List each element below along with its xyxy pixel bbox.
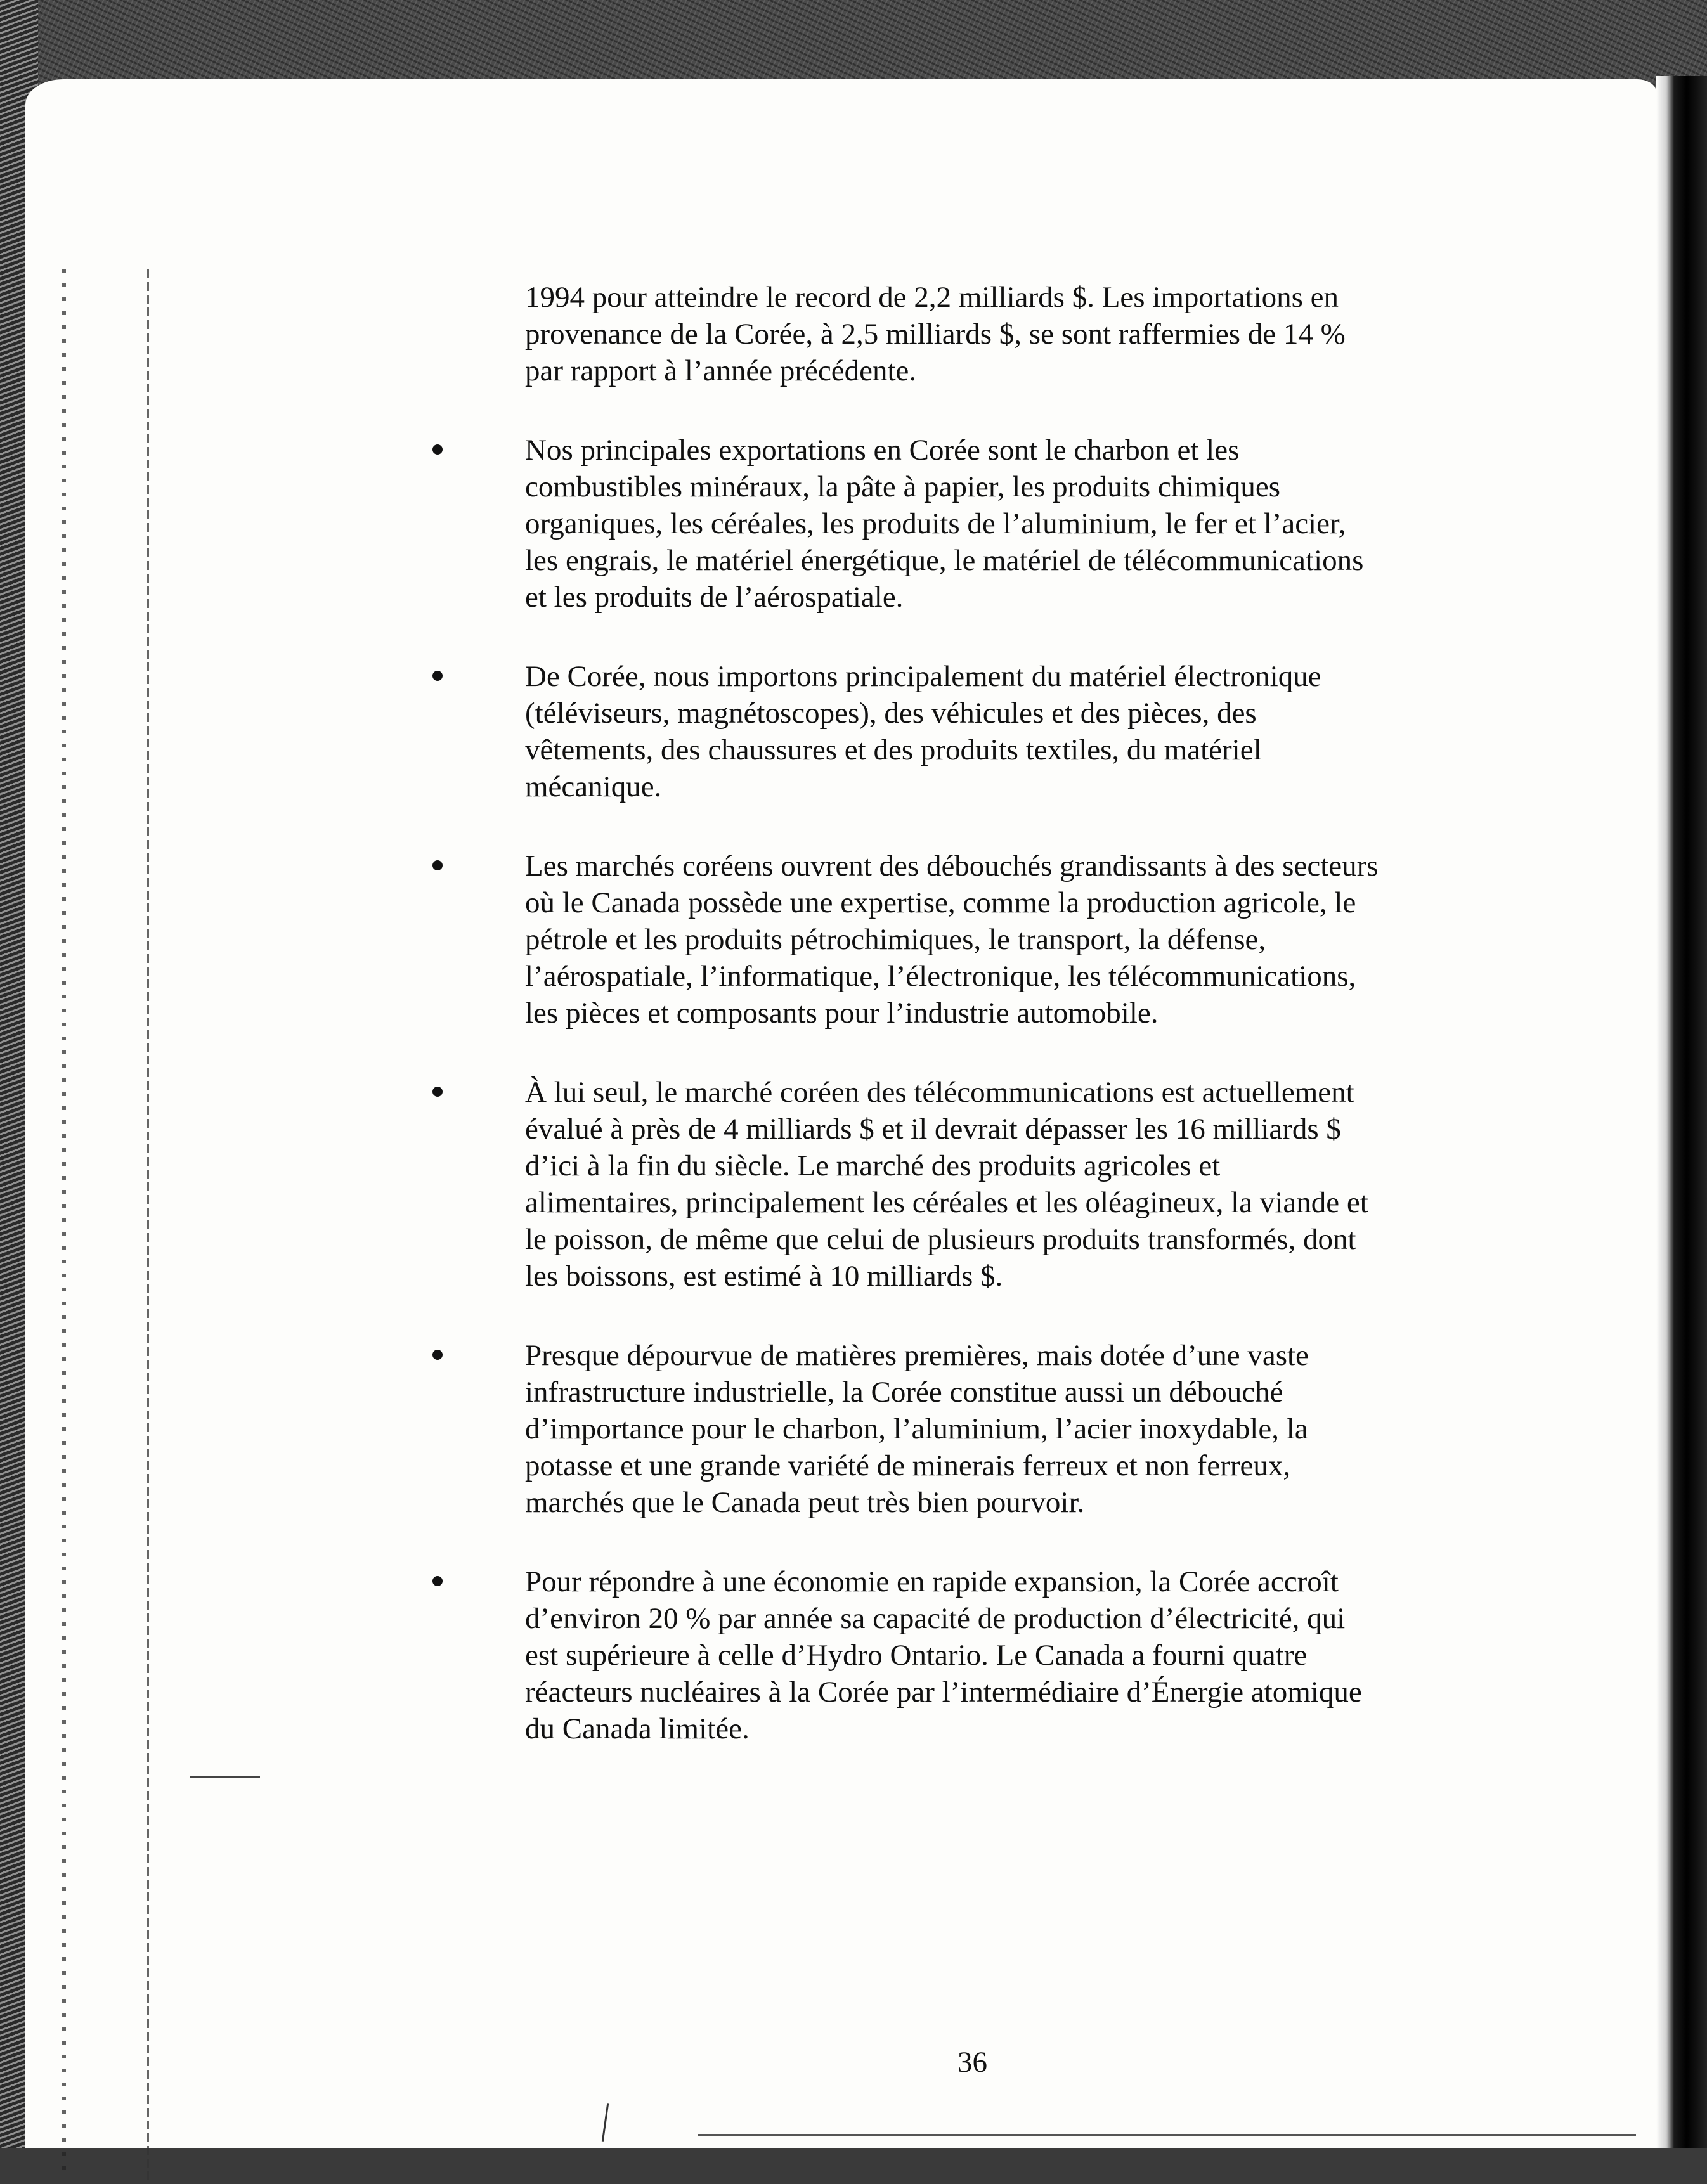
document-body [525, 279, 1495, 1790]
margin-dot-column [62, 269, 66, 2171]
bullet-dot-icon [432, 1087, 443, 1097]
bullet-text: Nos principales exportations en Corée sont le charbon et les combustibles minéraux, la pâte à papier, les produits chimiques organiques, les céréales, les produits de l’aluminium, le fer et l’acier, les engrais, le matériel énergétique, le matériel de télécommunications et les produits de l’aérospatiale. [525, 434, 1364, 614]
bullet-dot-icon [432, 1350, 443, 1360]
bullet-text: À lui seul, le marché coréen des télécommunications est actuellement évalué à près de 4 milliards $ et il devrait dépasser les 16 milliards $ d’ici à la fin du siècle. Le marché des produits agricoles et alimentaires, principalement les céréales et les oléagineux, la viande et le poisson, de même que celui de plusieurs produits transformés, dont les boissons, est estimé à 10 milliards $. [525, 1076, 1368, 1293]
bullet-text: Pour répondre à une économie en rapide expansion, la Corée accroît d’environ 20 % par année sa capacité de production d’électricité, qui est supérieure à celle d’Hydro Ontario. Le Canada a fourni quatre réacteurs nucléaires à la Corée par l’intermédiaire d’Énergie atomique du Canada limitée. [525, 1565, 1362, 1745]
bullet-item [525, 658, 1495, 805]
bullet-text: Presque dépourvue de matières premières, mais dotée d’une vaste infrastructure industrielle, la Corée constitue aussi un débouché d’importance pour le charbon, l’aluminium, l’acier inoxydable, la potasse et une grande variété de minerais ferreux et non ferreux, marchés que le Canada peut très bien pourvoir. [525, 1339, 1309, 1519]
bullet-dot-icon [432, 671, 443, 681]
book-binding-shadow [1656, 76, 1707, 2148]
bullet-item [525, 848, 1495, 1031]
bullet-text: Les marchés coréens ouvrent des débouchés grandissants à des secteurs où le Canada possède une expertise, comme la production agricole, le pétrole et les produits pétrochimiques, le transport, la défense, l’aérospatiale, l’informatique, l’électronique, les télécommunications, les pièces et composants pour l’industrie automobile. [525, 850, 1379, 1030]
bullet-text: De Corée, nous importons principalement du matériel électronique (téléviseurs, magnétoscopes), des véhicules et des pièces, des vêtements, des chaussures et des produits textiles, du matériel mécanique. [525, 660, 1321, 803]
bullet-dot-icon [432, 860, 443, 870]
margin-dashed-line [147, 269, 149, 2184]
margin-short-dash [190, 1776, 260, 1778]
page-number: 36 [957, 2046, 987, 2079]
bullet-item [525, 1074, 1495, 1295]
bottom-rule [698, 2134, 1636, 2136]
bullet-item [525, 432, 1495, 616]
bullet-dot-icon [432, 444, 443, 455]
intro-paragraph: 1994 pour atteindre le record de 2,2 milliards $. Les importations en provenance de la Corée, à 2,5 milliards $, se sont raffermies de 14 % par rapport à l’année précédente. [525, 281, 1346, 387]
bullet-dot-icon [432, 1576, 443, 1586]
bullet-item [525, 1337, 1495, 1521]
bullet-item [525, 1563, 1495, 1747]
